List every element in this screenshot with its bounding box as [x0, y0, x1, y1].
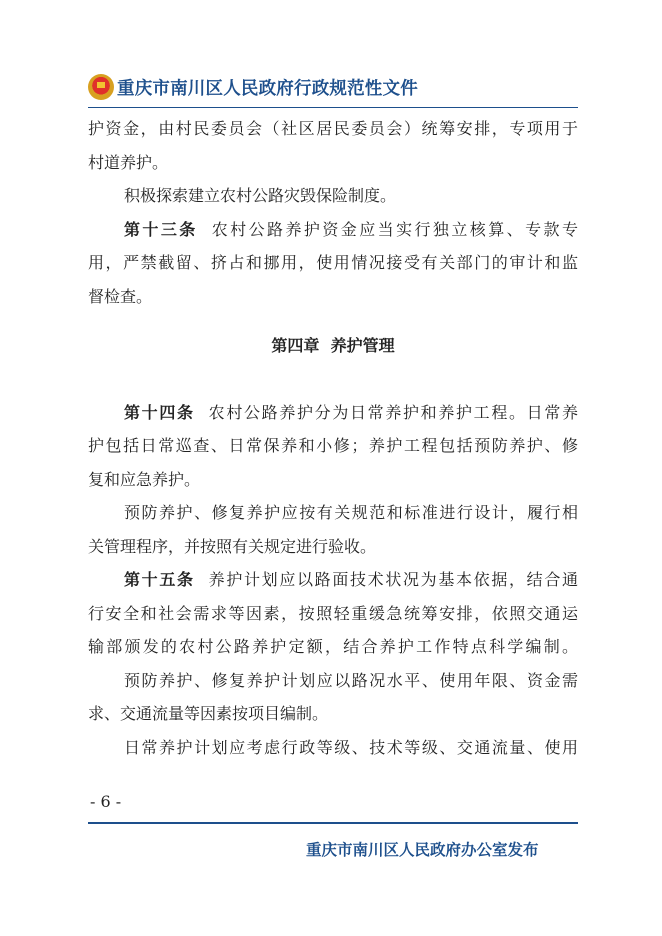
footer-divider [88, 822, 578, 824]
paragraph [88, 731, 578, 765]
national-emblem-icon [88, 74, 114, 100]
text-line: 护包括日常巡查、日常保养和小修；养护工程包括预防养护、修 [88, 436, 578, 455]
text-line: 农村公路养护分为日常养护和养护工程。日常养 [208, 402, 578, 422]
text-line: 督检查。 [88, 286, 153, 306]
article-14 [88, 396, 578, 497]
text-line: 用，严禁截留、挤占和挪用，使用情况接受有关部门的审计和监 [88, 253, 578, 272]
article-label: 第十四条 [124, 402, 195, 422]
text-line: 护资金，由村民委员会（社区居民委员会）统筹安排，专项用于 [88, 119, 578, 138]
paragraph [88, 664, 578, 731]
header-divider [88, 107, 578, 108]
paragraph [88, 179, 578, 213]
text-line: 预防养护、修复养护计划应以路况水平、使用年限、资金需 [124, 670, 578, 690]
chapter-heading: 第四章 养护管理 [271, 336, 395, 355]
text-line: 行安全和社会需求等因素，按照轻重缓急统筹安排，依照交通运 [88, 603, 578, 623]
paragraph [88, 112, 578, 179]
text-line [88, 213, 578, 247]
header-title: 重庆市南川区人民政府行政规范性文件 [117, 78, 418, 99]
document-body [88, 112, 578, 764]
footer-publisher: 重庆市南川区人民政府办公室发布 [306, 841, 539, 859]
paragraph [88, 496, 578, 563]
article-label: 第十五条 [124, 570, 195, 589]
text-line: 养护计划应以路面技术状况为基本依据，结合通 [208, 570, 578, 589]
article-label: 第十三条 [124, 219, 198, 239]
text-line [88, 563, 578, 597]
page-number: - 6 - [90, 792, 122, 811]
text-line: 关管理程序，并按照有关规定进行验收。 [88, 536, 377, 556]
article-15 [88, 563, 578, 664]
text-line: 复和应急养护。 [88, 469, 201, 489]
text-line: 输部颁发的农村公路养护定额，结合养护工作特点科学编制。 [88, 637, 578, 656]
document-header [88, 74, 418, 100]
text-line: 求、交通流量等因素按项目编制。 [88, 704, 329, 723]
text-line: 农村公路养护资金应当实行独立核算、专款专 [211, 219, 578, 239]
text-line: 日常养护计划应考虑行政等级、技术等级、交通流量、使用 [124, 737, 578, 757]
text-line: 预防养护、修复养护应按有关规范和标准进行设计，履行相 [124, 503, 578, 522]
text-line: 积极探索建立农村公路灾毁保险制度。 [124, 186, 397, 205]
article-13 [88, 213, 578, 314]
text-line [88, 396, 578, 430]
text-line: 村道养护。 [88, 152, 169, 172]
